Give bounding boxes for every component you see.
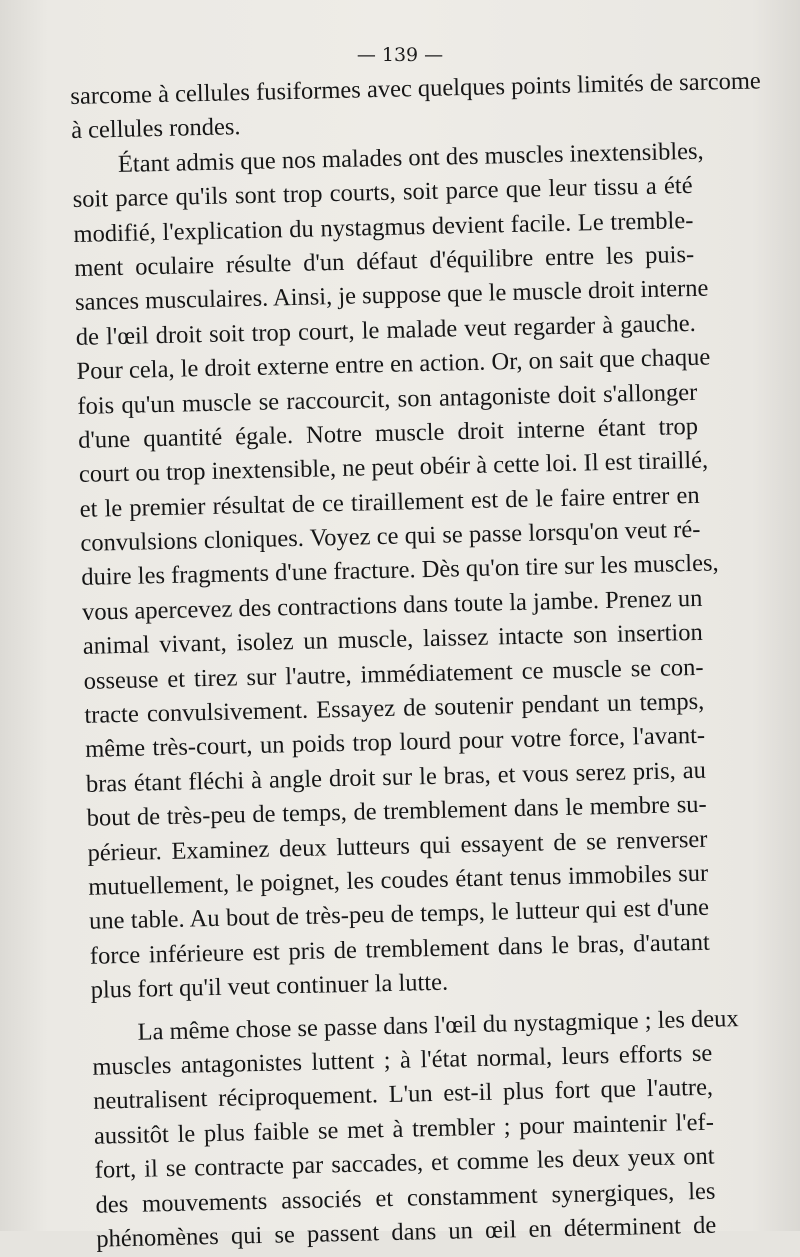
text-line: La même chose se passe dans l'œil du nystagmique ; les deux: [137, 1004, 739, 1046]
text-line: force inférieure est pris de tremblement dans le bras, d'autant: [89, 928, 711, 970]
text-line: modifié, l'explication du nystagmus devient facile. Le tremble-: [73, 206, 694, 248]
paragraph-2: [72, 135, 719, 1009]
text-line: Pour cela, le droit externe entre en action. Or, on sait que chaque: [76, 343, 711, 386]
text-line: fort, il se contracte par saccades, et comme les deux yeux ont: [94, 1142, 715, 1184]
text-line: Étant admis que nos malades ont des muscles inextensibles,: [117, 137, 704, 178]
text-line: ment oculaire résulte d'un défaut d'équilibre entre les puis-: [73, 240, 695, 282]
text-line: bout de très-peu de temps, de tremblement dans le membre su-: [86, 790, 707, 833]
text-line: aussitôt le plus faible se met à trembler ; pour maintenir l'ef-: [93, 1108, 715, 1150]
text-line: neutralisent réciproquement. L'un est-il plus fort que l'autre,: [92, 1074, 714, 1116]
page-number: — 139 —: [356, 44, 444, 66]
text-line: des mouvements associés et constamment synergiques, les: [95, 1177, 716, 1219]
text-line: vous apercevez des contractions dans toute la jambe. Prenez un: [81, 584, 703, 626]
text-line: animal vivant, isolez un muscle, laissez intacte son insertion: [82, 619, 704, 661]
text-line: osseuse et tirez sur l'autre, immédiatement ce muscle se con-: [83, 653, 704, 695]
text-line: de l'œil droit soit trop court, le malade veut regarder à gauche.: [75, 309, 696, 351]
text-line: tracte convulsivement. Essayez de soutenir pendant un temps,: [84, 687, 705, 729]
text-line: court ou trop inextensible, ne peut obéir à cette loi. Il est tiraillé,: [78, 446, 709, 489]
text-line: périeur. Examinez deux lutteurs qui essayent de se renverser: [87, 825, 708, 867]
text-line: mutuellement, le poignet, les coudes étant tenus immobiles sur: [88, 859, 709, 901]
text-line: à cellules rondes.: [70, 113, 241, 145]
text-line: convulsions cloniques. Voyez ce qui se passe lorsqu'on veut ré-: [80, 515, 701, 557]
text-line: phénomènes qui se passent dans un œil en déterminent de: [95, 1211, 717, 1253]
text-line: plus fort qu'il veut continuer la lutte.: [90, 968, 449, 1004]
paragraph-3: [91, 1002, 739, 1257]
text-line: fois qu'un muscle se raccourcit, son antagoniste doit s'allonger: [77, 378, 698, 420]
text-line: même très-court, un poids trop lourd pour votre force, l'avant-: [84, 722, 706, 764]
text-line: d'une quantité égale. Notre muscle droit interne étant trop: [77, 412, 699, 454]
text-line: et le premier résultat de ce tiraillement est de le faire entrer en: [79, 481, 700, 523]
text-line: bras étant fléchi à angle droit sur le bras, et vous serez pris, au: [85, 756, 707, 798]
text-line: sances musculaires. Ainsi, je suppose que le muscle droit interne: [74, 274, 709, 317]
text-line: sarcome à cellules fusiformes avec quelques points limités de sarcome: [70, 67, 762, 110]
text-line: soit parce qu'ils sont trop courts, soit parce que leur tissu a été: [72, 172, 693, 214]
text-line: duire les fragments d'une fracture. Dès qu'on tire sur les muscles,: [80, 549, 719, 592]
body-text: [70, 66, 762, 1257]
text-line: une table. Au bout de très-peu de temps, le lutteur qui est d'une: [88, 894, 710, 936]
text-line: muscles antagonistes luttent ; à l'état normal, leurs efforts se: [92, 1039, 713, 1081]
